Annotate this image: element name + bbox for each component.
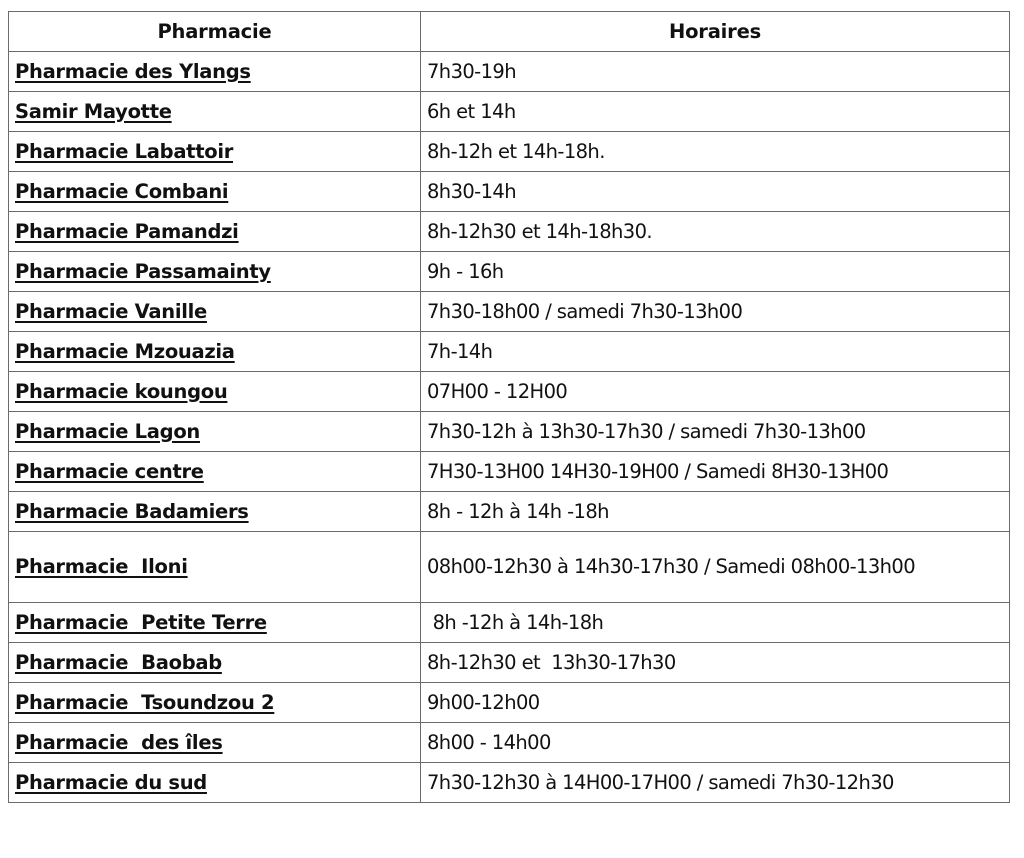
table-row bbox=[9, 132, 1010, 172]
hours-cell: 8h30-14h bbox=[421, 172, 1010, 212]
table-header-row bbox=[9, 12, 1010, 52]
pharmacy-name-cell bbox=[9, 172, 421, 212]
hours-cell: 8h-12h30 et 13h30-17h30 bbox=[421, 643, 1010, 683]
pharmacy-link[interactable]: Samir Mayotte bbox=[15, 99, 172, 123]
pharmacy-link[interactable]: Pharmacie Passamainty bbox=[15, 259, 271, 283]
pharmacy-link[interactable]: Pharmacie koungou bbox=[15, 379, 228, 403]
pharmacy-link[interactable]: Pharmacie Baobab bbox=[15, 650, 222, 674]
hours-cell: 7h-14h bbox=[421, 332, 1010, 372]
pharmacy-link[interactable]: Pharmacie Vanille bbox=[15, 299, 207, 323]
hours-cell: 8h00 - 14h00 bbox=[421, 723, 1010, 763]
table-row bbox=[9, 172, 1010, 212]
pharmacy-link[interactable]: Pharmacie Combani bbox=[15, 179, 229, 203]
table-row bbox=[9, 683, 1010, 723]
table-row bbox=[9, 52, 1010, 92]
pharmacy-link[interactable]: Pharmacie Labattoir bbox=[15, 139, 234, 163]
hours-cell: 7h30-12h à 13h30-17h30 / samedi 7h30-13h00 bbox=[421, 412, 1010, 452]
pharmacy-name-cell bbox=[9, 452, 421, 492]
table-row bbox=[9, 643, 1010, 683]
hours-cell: 8h-12h30 et 14h-18h30. bbox=[421, 212, 1010, 252]
hours-cell: 8h - 12h à 14h -18h bbox=[421, 492, 1010, 532]
pharmacy-link[interactable]: Pharmacie Mzouazia bbox=[15, 339, 235, 363]
pharmacy-hours-table-container bbox=[8, 11, 1010, 803]
table-row bbox=[9, 252, 1010, 292]
hours-cell: 08h00-12h30 à 14h30-17h30 / Samedi 08h00-13h00 bbox=[421, 532, 1010, 603]
hours-cell: 7h30-19h bbox=[421, 52, 1010, 92]
pharmacy-name-cell bbox=[9, 372, 421, 412]
pharmacy-hours-table bbox=[8, 11, 1010, 803]
pharmacy-name-cell bbox=[9, 532, 421, 603]
pharmacy-name-cell bbox=[9, 212, 421, 252]
pharmacy-link[interactable]: Pharmacie Tsoundzou 2 bbox=[15, 690, 275, 714]
pharmacy-name-cell bbox=[9, 332, 421, 372]
pharmacy-link[interactable]: Pharmacie du sud bbox=[15, 770, 207, 794]
hours-cell: 7h30-12h30 à 14H00-17H00 / samedi 7h30-12h30 bbox=[421, 763, 1010, 803]
hours-cell: 8h-12h et 14h-18h. bbox=[421, 132, 1010, 172]
pharmacy-name-cell bbox=[9, 92, 421, 132]
hours-cell: 7H30-13H00 14H30-19H00 / Samedi 8H30-13H00 bbox=[421, 452, 1010, 492]
table-row bbox=[9, 332, 1010, 372]
pharmacy-name-cell bbox=[9, 603, 421, 643]
column-header-hours: Horaires bbox=[421, 12, 1010, 52]
hours-cell: 8h -12h à 14h-18h bbox=[421, 603, 1010, 643]
pharmacy-name-cell bbox=[9, 492, 421, 532]
table-row bbox=[9, 212, 1010, 252]
pharmacy-name-cell bbox=[9, 132, 421, 172]
pharmacy-name-cell bbox=[9, 52, 421, 92]
pharmacy-name-cell bbox=[9, 683, 421, 723]
hours-cell: 9h00-12h00 bbox=[421, 683, 1010, 723]
pharmacy-name-cell bbox=[9, 292, 421, 332]
pharmacy-name-cell bbox=[9, 723, 421, 763]
table-row bbox=[9, 492, 1010, 532]
table-row bbox=[9, 763, 1010, 803]
column-header-pharmacy: Pharmacie bbox=[9, 12, 421, 52]
pharmacy-link[interactable]: Pharmacie Petite Terre bbox=[15, 610, 267, 634]
table-row bbox=[9, 532, 1010, 603]
hours-cell: 9h - 16h bbox=[421, 252, 1010, 292]
pharmacy-link[interactable]: Pharmacie Lagon bbox=[15, 419, 201, 443]
table-row bbox=[9, 412, 1010, 452]
table-row bbox=[9, 603, 1010, 643]
pharmacy-link[interactable]: Pharmacie Badamiers bbox=[15, 499, 249, 523]
table-row bbox=[9, 92, 1010, 132]
table-row bbox=[9, 452, 1010, 492]
pharmacy-name-cell bbox=[9, 643, 421, 683]
pharmacy-link[interactable]: Pharmacie centre bbox=[15, 459, 204, 483]
pharmacy-name-cell bbox=[9, 763, 421, 803]
table-row bbox=[9, 723, 1010, 763]
pharmacy-link[interactable]: Pharmacie Iloni bbox=[15, 555, 188, 578]
pharmacy-name-cell bbox=[9, 252, 421, 292]
hours-cell: 7h30-18h00 / samedi 7h30-13h00 bbox=[421, 292, 1010, 332]
table-row bbox=[9, 292, 1010, 332]
pharmacy-link[interactable]: Pharmacie des Ylangs bbox=[15, 59, 251, 83]
pharmacy-name-cell bbox=[9, 412, 421, 452]
hours-cell: 6h et 14h bbox=[421, 92, 1010, 132]
pharmacy-link[interactable]: Pharmacie Pamandzi bbox=[15, 219, 239, 243]
pharmacy-link[interactable]: Pharmacie des îles bbox=[15, 730, 223, 754]
table-row bbox=[9, 372, 1010, 412]
hours-cell: 07H00 - 12H00 bbox=[421, 372, 1010, 412]
